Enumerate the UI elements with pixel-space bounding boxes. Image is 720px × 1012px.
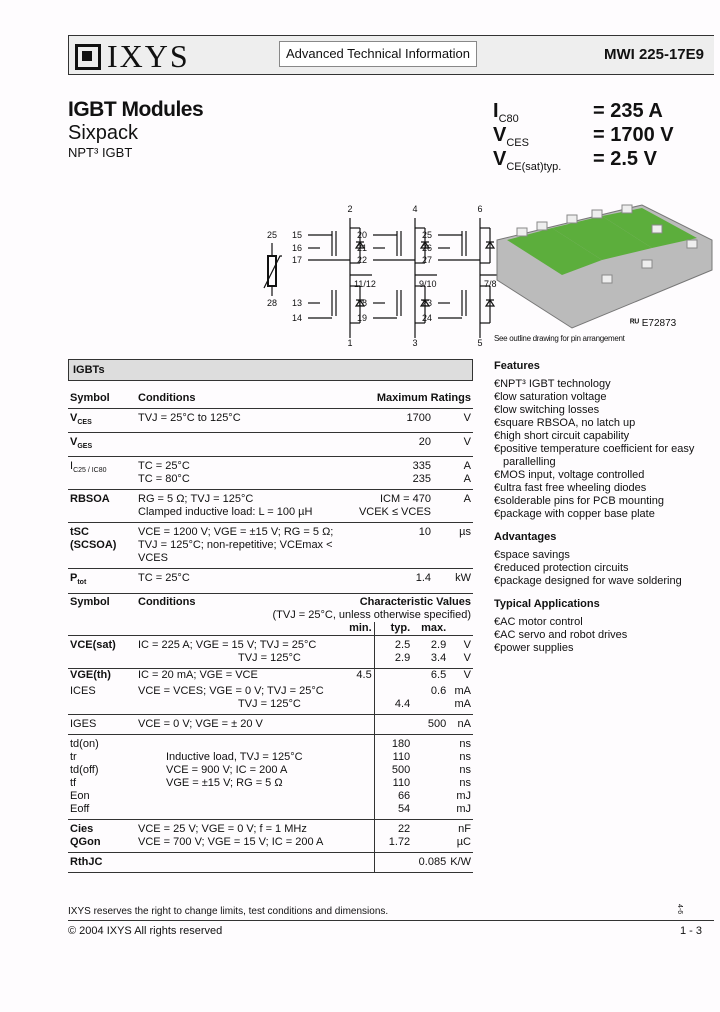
max-ratings-table: Symbol Conditions Maximum Ratings $V_{CES}$ TVJ = 25°C to 125°C 1700 V $V_{GES}$ 20 V $I_{C25 / IC80}$ TC = 25°C TC = 80°C 335 235 A A RBSOA RG = 5 Ω; TVJ = 125°C Clamped inductive load: L = 100 µH ICM = 470 VCEK ≤ VCES A tSC (SCSOA) VCE = 1200 V; VGE = ±15 V; RG = 5 Ω; TVJ = 125°C; non-repetitive; VCEmax < VCES 10 µs $P_{tot}$ TC = 25°C 1.4 kW [68,388,473,594]
circuit-schematic [262,198,502,348]
table-row: td(on) tr td(off) tf Eon Eoff Inductive load, TVJ = 125°C VCE = 900 V; IC = 200 A VGE = ±15 V; RG = 5 Ω 180 110 500 110 66 54 ns ns ns ns mJ mJ [68,735,473,820]
advantages-item: €reduced protection circuits [494,562,629,574]
package-note: See outline drawing for pin arrangement [494,334,625,343]
svg-text:9/10: 9/10 [419,279,437,289]
pin-labels [292,204,497,348]
table-row: VGE(th) IC = 20 mA; VGE = VCE 4.5 6.5 V [70,669,471,681]
svg-text:26: 26 [422,243,433,253]
svg-text:21: 21 [357,243,368,253]
advantages-item: €package designed for wave soldering [494,575,682,587]
svg-text:15: 15 [292,230,303,240]
table-row: tSC (SCSOA) VCE = 1200 V; VGE = ±15 V; RG = 5 Ω; TVJ = 125°C; non-repetitive; VCEmax < VCES 10 µs [68,523,473,569]
section-igbts: IGBTs [68,359,473,381]
table-row: VCE(sat) IC = 225 A; VGE = 15 V; TVJ = 25°C TVJ = 125°C 2.5 2.9 2.9 3.4 V V [68,636,473,669]
table-row: $V_{CES}$ TVJ = 25°C to 125°C 1700 V [68,409,473,433]
features-item: €low saturation voltage [494,391,607,403]
package-image [492,200,717,330]
title-block [68,98,203,160]
table-row: RthJC 0.085 K/W [68,853,473,873]
header-bar [68,35,714,75]
characteristics-table: Symbol Conditions Characteristic Values (TVJ = 25°C, unless otherwise specified) min. typ. max. VCE(sat) IC = 225 A; VGE = 15 V; TVJ = 25°C TVJ = 125°C 2.5 2.9 2.9 3.4 V V VGE(th) IC = 20 mA; VGE = VCE 4.5 6.5 V ICES VCE = VCES; VGE = 0 V; TVJ = 25°C TVJ = 125°C 4.4 0.6 mA mA IGES VCE = 0 V; VGE = ± 20 V 500 nA td(on) tr td(off) tf Eon Eoff Inductive load, TVJ = 125°C VCE = 900 V; IC = 200 A VGE = ±15 V; RG = 5 Ω 180 110 500 110 66 54 ns ns ns ns mJ mJ Cies QGon VCE = 25 V; VGE = 0 V; f = 1 MHz VCE = 700 V; VGE = 15 V; IC = 200 A 22 1.72 nF µC RthJC 0.085 K/W [68,596,473,873]
svg-text:4: 4 [412,204,418,214]
svg-text:14: 14 [292,313,303,323]
right-column [494,350,714,655]
svg-text:3: 3 [412,338,418,348]
applications-item: €power supplies [494,642,574,654]
table-row: IGES VCE = 0 V; VGE = ± 20 V 500 nA [68,715,473,735]
advantages-item: €space savings [494,549,570,561]
features-item: €ultra fast free wheeling diodes [494,482,647,494]
table-row: Cies QGon VCE = 25 V; VGE = 0 V; f = 1 MHz VCE = 700 V; VGE = 15 V; IC = 200 A 22 1.72 nF µC [68,820,473,853]
table-row: ICES VCE = VCES; VGE = 0 V; TVJ = 25°C TVJ = 125°C 4.4 0.6 mA mA [68,682,473,715]
applications-item: €AC motor control [494,616,583,628]
svg-text:13: 13 [292,298,303,308]
svg-text:5: 5 [477,338,483,348]
svg-text:23: 23 [422,298,433,308]
applications-heading: Typical Applications [494,598,600,610]
banner: Advanced Technical Information [279,41,477,67]
spec-ic80: $I_{C80}$ = 235 A [493,100,663,125]
svg-text:17: 17 [292,255,303,265]
features-heading: Features [494,360,540,372]
svg-text:6: 6 [477,204,483,214]
svg-text:1: 1 [347,338,353,348]
svg-text:25: 25 [422,230,433,240]
spec-vcesat: $V_{CE(sat)typ.}$ = 2.5 V [493,148,657,173]
svg-text:22: 22 [357,255,368,265]
table-row: $I_{C25 / IC80}$ TC = 25°C TC = 80°C 335 235 A A [68,457,473,490]
product-subtitle: Sixpack [68,122,139,144]
footer-divider [68,920,714,921]
svg-text:2: 2 [347,204,353,214]
disclaimer: IXYS reserves the right to change limits, test conditions and dimensions. [68,906,389,917]
svg-text:27: 27 [422,255,433,265]
svg-text:11/12: 11/12 [354,279,376,289]
svg-text:16: 16 [292,243,303,253]
features-item: €solderable pins for PCB mounting [494,495,664,507]
key-specs [493,100,674,172]
features-item: €package with copper base plate [494,508,655,520]
svg-text:7/8: 7/8 [484,279,497,289]
features-item: €NPT³ IGBT technology [494,378,611,390]
advantages-heading: Advantages [494,531,557,543]
logo-text: IXYS [107,38,190,74]
ul-logo-icon: ᴿᵁ [630,318,642,329]
svg-text:19: 19 [357,313,368,323]
svg-text:25: 25 [266,230,278,240]
features-item: €MOS input, voltage controlled [494,469,645,481]
table-row: $P_{tot}$ TC = 25°C 1.4 kW [68,569,473,593]
applications-item: €AC servo and robot drives [494,629,628,641]
svg-text:20: 20 [357,230,368,240]
part-number: MWI 225-17E9 [603,46,704,63]
page-number: 1 - 3 [680,925,703,937]
features-item: €high short circuit capability [494,430,630,442]
spec-vces: $V_{CES}$ = 1700 V [493,124,674,149]
svg-text:24: 24 [422,313,433,323]
table-row: $V_{GES}$ 20 V [68,433,473,457]
ixys-logo [75,38,190,75]
copyright: © 2004 IXYS All rights reserved [68,925,223,937]
table-row: RBSOA RG = 5 Ω; TVJ = 125°C Clamped inductive load: L = 100 µH ICM = 470 VCEK ≤ VCES A [68,490,473,523]
svg-text:18: 18 [357,298,368,308]
doc-code: 4-6 [676,904,683,915]
ic-symbol-subscript: C25 / IC80 [73,467,107,475]
product-technology: NPT³ IGBT [68,145,133,160]
product-title: IGBT Modules [68,98,204,121]
features-item: €positive temperature coefficient for easy parallelling [494,443,695,468]
logo-mark-icon [75,44,101,70]
features-item: €square RBSOA, no latch up [494,417,636,429]
ul-mark: ᴿᵁ E72873 [630,318,677,329]
svg-text:28: 28 [266,298,278,308]
features-item: €low switching losses [494,404,600,416]
